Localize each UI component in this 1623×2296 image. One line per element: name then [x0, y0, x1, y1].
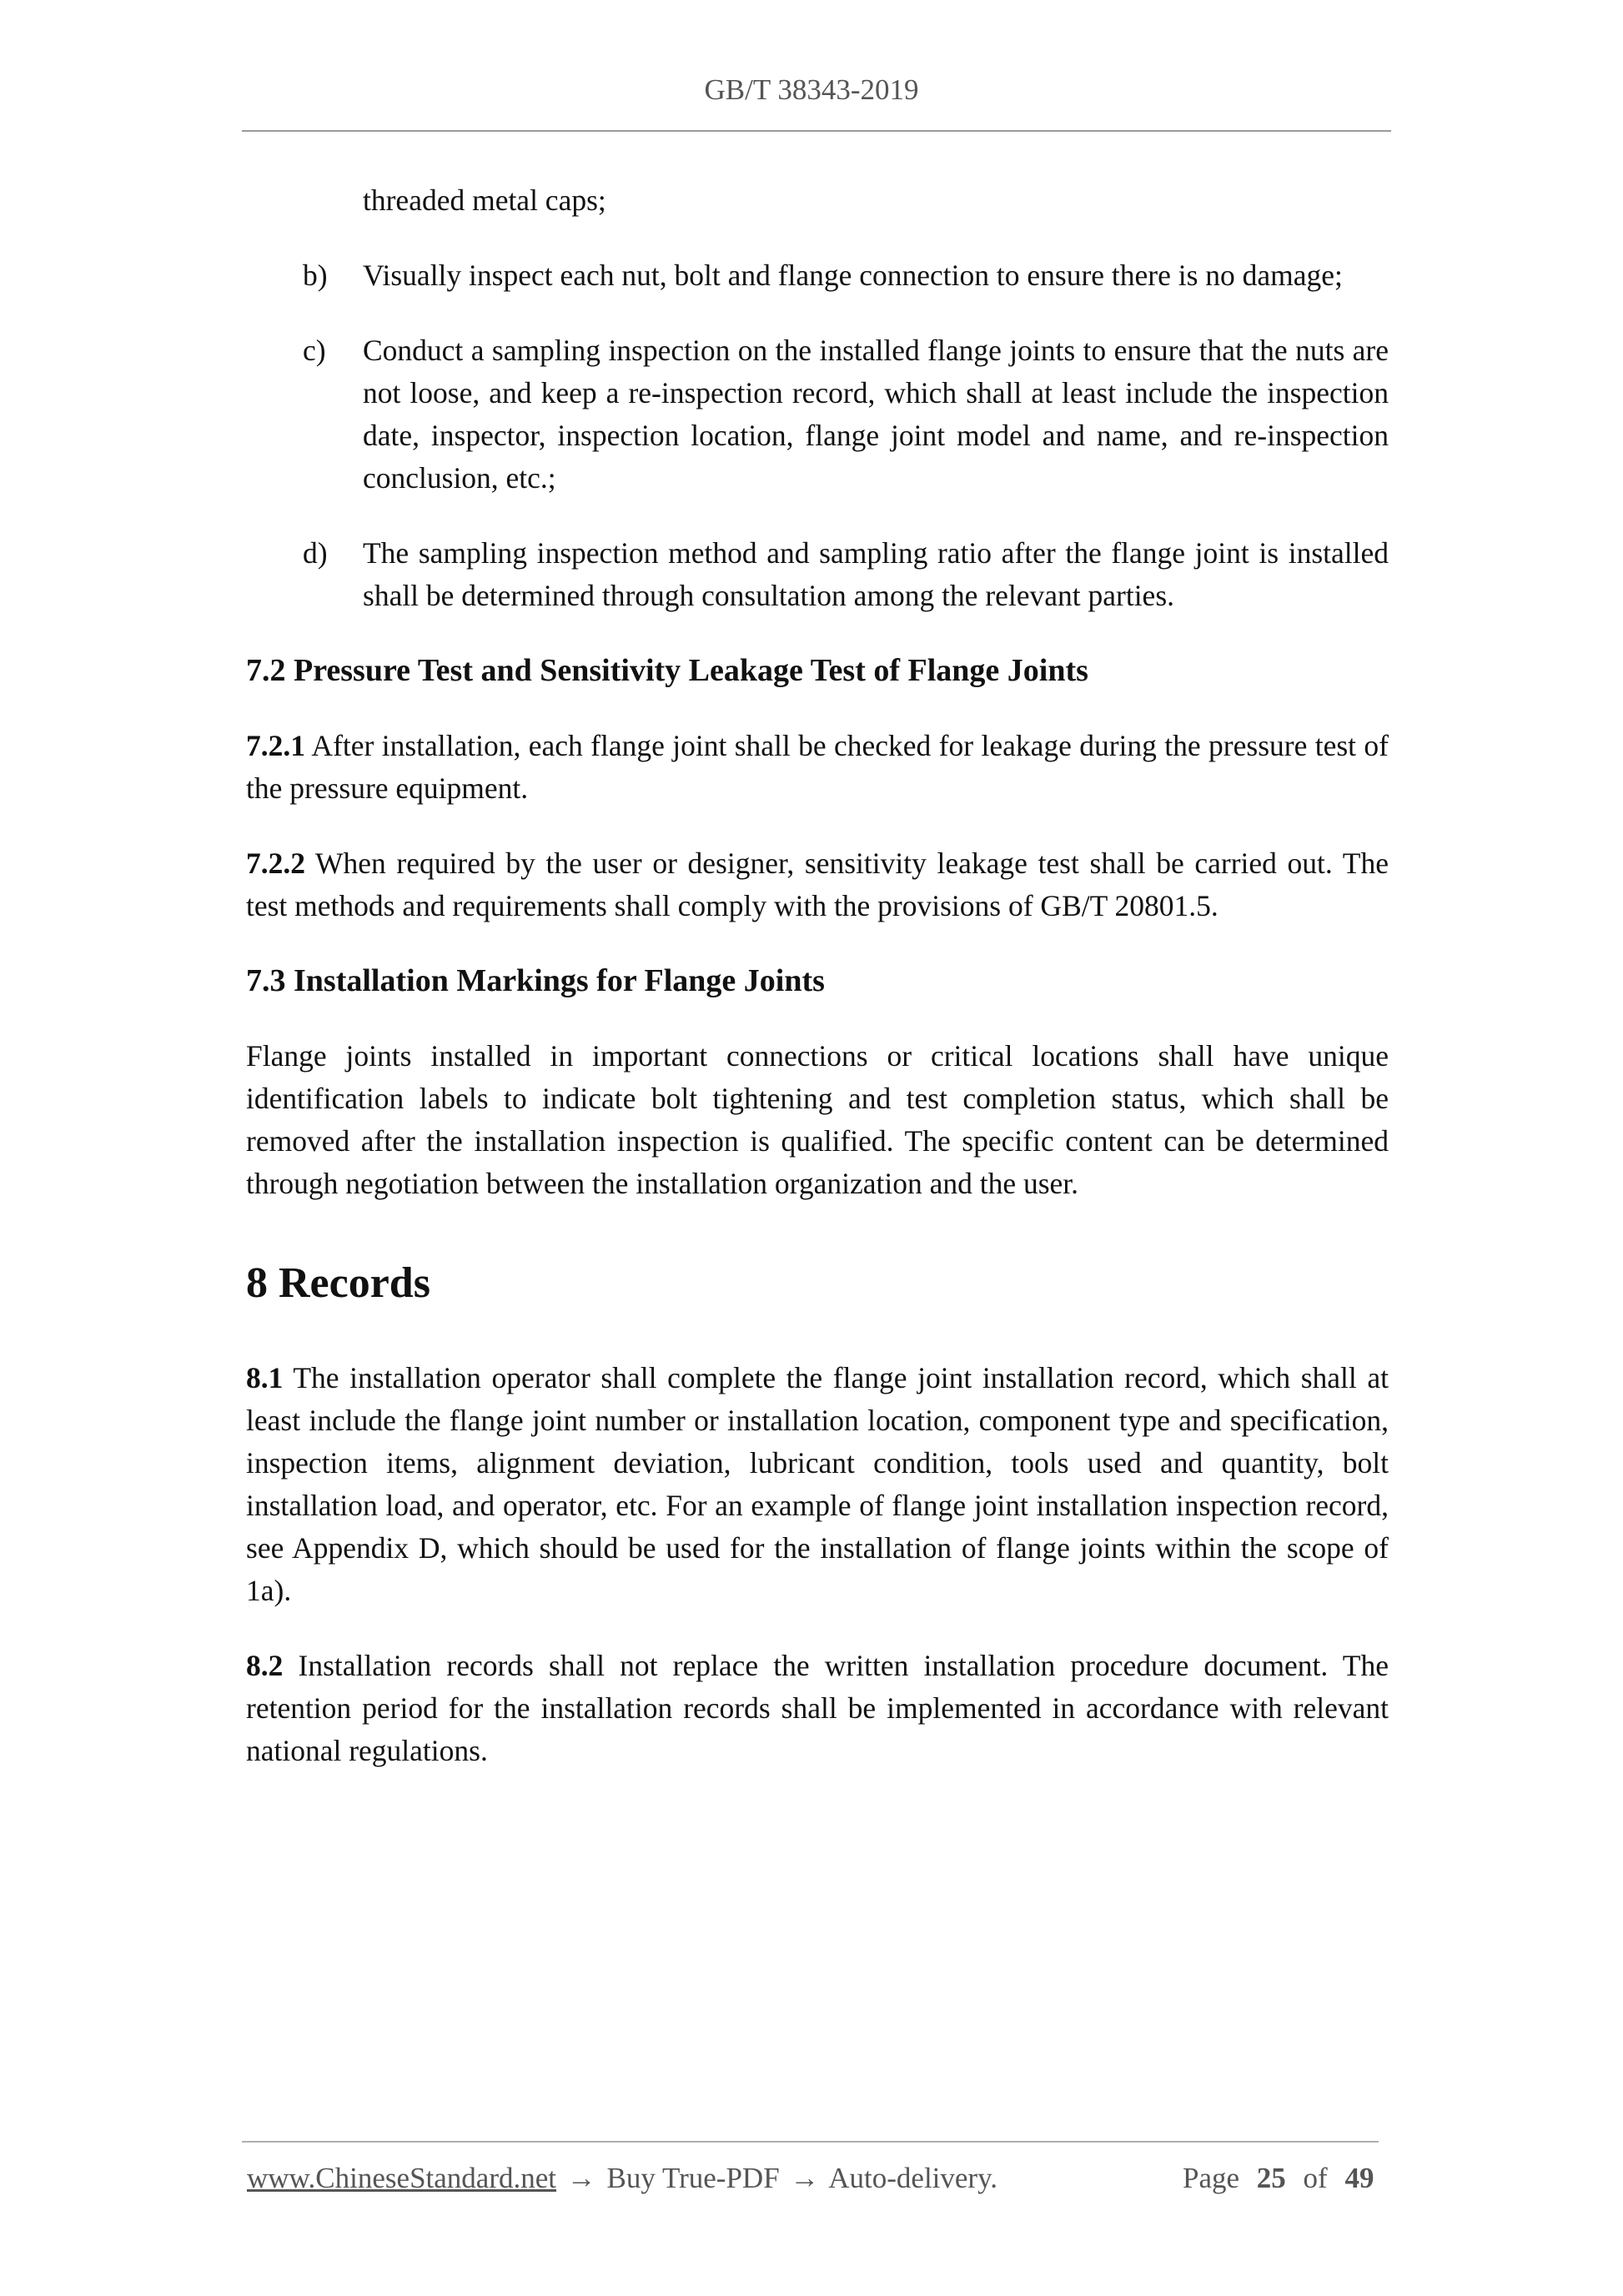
website-link[interactable]: www.ChineseStandard.net — [247, 2162, 556, 2194]
clause-7-2-2 — [246, 842, 1389, 927]
auto-delivery-text: Auto-delivery. — [828, 2162, 998, 2194]
list-item-label: b) — [303, 259, 328, 292]
list-item-text: Visually inspect each nut, bolt and flange connection to ensure there is no damage; — [363, 259, 1343, 292]
arrow-right-icon: → — [790, 2162, 820, 2194]
list-item-text: The sampling inspection method and sampling ratio after the flange joint is installed shall be determined through consultation among the relevant parties. — [363, 536, 1389, 612]
clause-text: The installation operator shall complete the flange joint installation record, which shall at least include the flange joint number or installation location, component type and specification, inspection items, alignment deviation, lubricant condition, tools used and quantity, bolt installation load, and operator, etc. For an example of flange joint installation inspection record, see Appendix D, which should be used for the installation of flange joints within the scope of 1a). — [246, 1361, 1389, 1607]
footer-links — [247, 2162, 997, 2195]
section-7-3-text: Flange joints installed in important connections or critical locations shall have unique identification labels to indicate bolt tightening and test completion status, which shall be removed after the installation inspection is qualified. The specific content can be determined through negotiation between the installation organization and the user. — [246, 1039, 1389, 1200]
list-item-b — [246, 254, 1389, 297]
clause-text: After installation, each flange joint shall be checked for leakage during the pressure test of the pressure equipment. — [246, 729, 1389, 805]
clause-number: 7.2.1 — [246, 729, 305, 762]
page-indicator — [1183, 2162, 1384, 2195]
of-word: of — [1303, 2162, 1328, 2194]
section-heading-7-2: 7.2 Pressure Test and Sensitivity Leakage Test of Flange Joints — [246, 653, 1088, 688]
list-item-label: c) — [303, 334, 326, 367]
section-heading-7-3: 7.3 Installation Markings for Flange Joints — [246, 963, 825, 998]
arrow-right-icon: → — [566, 2162, 596, 2194]
total-pages: 49 — [1344, 2162, 1374, 2194]
page-header-title: GB/T 38343-2019 — [704, 73, 919, 106]
clause-number: 8.2 — [246, 1649, 284, 1682]
list-continuation: threaded metal caps; — [363, 183, 606, 217]
clause-text: When required by the user or designer, sensitivity leakage test shall be carried out. The test methods and requirements shall comply with the provisions of GB/T 20801.5. — [246, 847, 1389, 922]
page-word: Page — [1183, 2162, 1240, 2194]
list-item-text: Conduct a sampling inspection on the installed flange joints to ensure that the nuts are not loose, and keep a re-inspection record, which shall at least include the inspection date, inspector, inspection location, flange joint model and name, and re-inspection conclusion, etc.; — [363, 334, 1389, 495]
chapter-heading-8: 8 Records — [246, 1259, 430, 1307]
clause-text: Installation records shall not replace the written installation procedure document. The retention period for the installation records shall be implemented in accordance with relevant national regulations. — [246, 1649, 1389, 1767]
clause-number: 7.2.2 — [246, 847, 305, 880]
clause-7-2-1 — [246, 725, 1389, 810]
clause-number: 8.1 — [246, 1361, 284, 1394]
clause-8-1 — [246, 1357, 1389, 1612]
list-item-c — [246, 329, 1389, 500]
clause-8-2 — [246, 1645, 1389, 1772]
list-item-d — [246, 532, 1389, 617]
buy-true-pdf-text: Buy True-PDF — [606, 2162, 780, 2194]
page-number: 25 — [1256, 2162, 1286, 2194]
document-body — [246, 179, 1389, 1805]
header-divider — [242, 130, 1391, 132]
footer-divider — [242, 2141, 1379, 2143]
list-item-label: d) — [303, 536, 328, 570]
